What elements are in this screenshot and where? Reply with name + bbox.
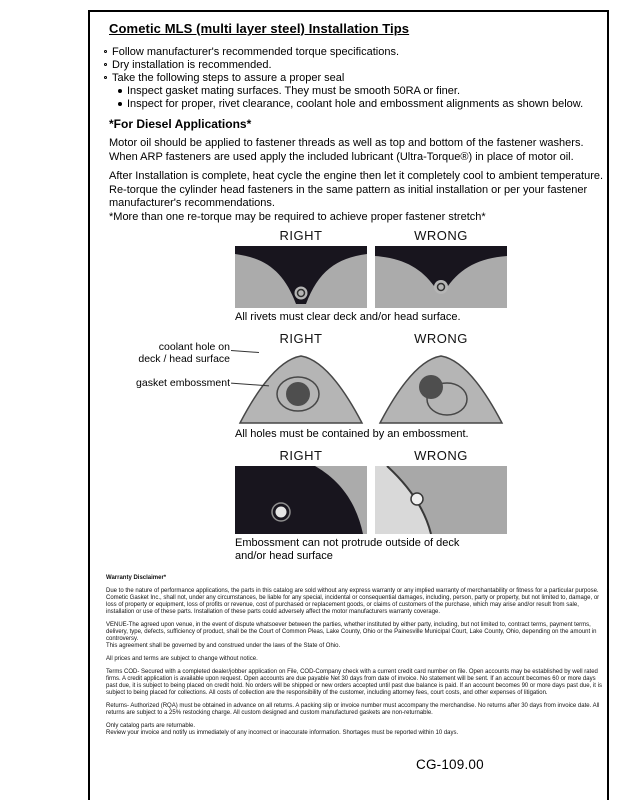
list-item-text: Follow manufacturer's recommended torque specifications. — [112, 46, 400, 58]
disclaimer-paragraph — [106, 622, 607, 650]
wrong-label: WRONG — [414, 331, 468, 346]
disclaimer-paragraph: Returns- Authorized (RQA) must be obtained in advance on all returns. A packing slip or invoice number must accompany the merchandise. No returns after 30 days from invoice date. All returns are subject to a 25% restocking charge. All custom designed and custom manufactured gaskets are non-returnable. — [106, 703, 600, 716]
list-item — [118, 85, 604, 98]
fig1-right-diagram — [235, 246, 367, 308]
list-item-text: Dry installation is recommended. — [112, 59, 272, 71]
figure-coolant-holes — [235, 331, 507, 441]
right-label: RIGHT — [279, 448, 323, 463]
dot-bullet-icon — [118, 102, 122, 106]
coolant-hole — [419, 375, 443, 399]
figure-panels — [235, 246, 507, 308]
sub-list — [118, 85, 604, 111]
right-label: RIGHT — [279, 228, 323, 243]
list-item — [104, 72, 604, 85]
fig1-wrong-diagram — [375, 246, 507, 308]
retorque-note: *More than one re-torque may be required to achieve proper fastener stretch* — [109, 211, 486, 223]
diesel-applications-heading: *For Diesel Applications* — [109, 117, 252, 131]
figure-embossment-protrusion — [235, 448, 507, 563]
list-item-text: Inspect gasket mating surfaces. They must be smooth 50RA or finer. — [127, 85, 461, 97]
right-label: RIGHT — [279, 331, 323, 346]
figure-panels — [235, 466, 507, 534]
figures-section — [235, 228, 507, 570]
disclaimer-paragraph: All prices and terms are subject to change without notice. — [106, 656, 258, 662]
wrong-label: WRONG — [414, 448, 468, 463]
wrong-label: WRONG — [414, 228, 468, 243]
venue-text: VENUE-The agreed upon venue, in the event of dispute whatsoever between the parties, whether instituted by either party, including, but not limited to, contract terms, payment terms, delivery, type, defects, sufficiency of product, shall be the Court of Common Pleas, Lake County, Ohio or the Painesville Municipal Court, Lake County, Ohio, depending on the amount in controversy. — [106, 622, 597, 642]
list-item-text: Inspect for proper, rivet clearance, coolant hole and embossment alignments as shown below. — [127, 98, 584, 110]
figure-caption: All holes must be contained by an embossment. — [235, 428, 469, 440]
circle-bullet-icon — [104, 76, 107, 79]
circle-bullet-icon — [104, 63, 107, 66]
figure-header — [235, 228, 507, 243]
fig2-wrong-diagram — [375, 349, 507, 425]
disclaimer-paragraph: Due to the nature of performance applications, the parts in this catalog are sold without any express warranty or any implied warranty of merchantability or fitness for a particular purpose. Cometic Gasket Inc., shall not, under any circumstances, be liable for any special, incidental or consequential damages, including, person, party or property, but not limited to, damage, or loss of property or equipment, loss of profits or revenue, cost of purchased or replacement goods, or claims of customers of the purchase, which may arise and/or result from sale, installation or use of these parts. Installation of these parts could adversely affect the motor manufacturers warranty coverage. — [106, 588, 600, 615]
disclaimer-heading: Warranty Disclaimer* — [106, 575, 167, 581]
page-title: Cometic MLS (multi layer steel) Installation Tips — [109, 21, 410, 36]
figure-caption-line1: Embossment can not protrude outside of deck — [235, 537, 460, 549]
figure-caption — [235, 537, 507, 563]
list-item — [104, 59, 604, 72]
installation-tips-list — [104, 46, 604, 111]
figure-header — [235, 448, 507, 463]
coolant-hole-label-line1: coolant hole on — [158, 341, 230, 353]
coolant-hole-label-line2: deck / head surface — [138, 353, 230, 365]
returnable-text: Only catalog parts are returnable. — [106, 723, 196, 729]
fig2-right-diagram — [235, 349, 367, 425]
figure-caption: All rivets must clear deck and/or head surface. — [235, 311, 461, 323]
warranty-disclaimer — [106, 575, 607, 743]
diesel-paragraph-heat-cycle: After Installation is complete, heat cycle the engine then let it completely cool to ambient temperature. Re-torque the cylinder head fasteners in the same pattern as initial installation or per your fastener manufacturer's recommendations. — [109, 170, 604, 209]
diesel-paragraph-motor-oil: Motor oil should be applied to fastener threads as well as top and bottom of the fastener washers. When ARP fasteners are used apply the included lubricant (Ultra-Torque®) in place of motor oil. — [109, 137, 584, 163]
figure-panels — [235, 349, 507, 425]
gasket-embossment-label: gasket embossment — [136, 377, 230, 389]
dot-bullet-icon — [118, 89, 122, 93]
review-invoice-text: Review your invoice and notify us immediately of any incorrect or inaccurate information. Shortages must be reported within 10 days. — [106, 730, 459, 736]
figure-caption-line2: and/or head surface — [235, 550, 333, 562]
disclaimer-paragraph: Terms COD- Secured with a completed dealer/jobber application on File, COD-Company check with a current credit card number on file. Open accounts may be established by well rated firms. A credit application is available upon request. Open accounts are due payable Net 30 days from date of invoice. No statement will be sent. If an account becomes 60 or more days past due, it is subject to being placed on credit hold. No orders will be shipped or new orders accepted until past due balance is paid. If an account becomes 90 or more days past due, it is subject to being placed for collections. All costs of collection are the responsibility of the customer, including attorney fees, court costs, and other expenses of litigation. — [106, 669, 602, 696]
figure-header — [235, 331, 507, 346]
rivet — [434, 280, 448, 294]
list-item — [104, 46, 604, 59]
rivet — [295, 287, 308, 300]
disclaimer-paragraph — [106, 723, 607, 737]
list-item — [118, 98, 604, 111]
circle-bullet-icon — [104, 50, 107, 53]
fig3-right-diagram — [235, 466, 367, 534]
coolant-hole — [286, 382, 310, 406]
bolt-hole — [276, 507, 287, 518]
coolant-hole-label — [128, 341, 230, 365]
embossment-ring — [411, 493, 423, 505]
venue-governing-law-text: This agreement shall be governed by and construed under the laws of the State of Ohio. — [106, 643, 341, 649]
list-item-text: Take the following steps to assure a proper seal — [112, 72, 345, 84]
fig3-wrong-diagram — [375, 466, 507, 534]
catalog-page-code: CG-109.00 — [416, 757, 484, 772]
figure-rivets — [235, 228, 507, 324]
